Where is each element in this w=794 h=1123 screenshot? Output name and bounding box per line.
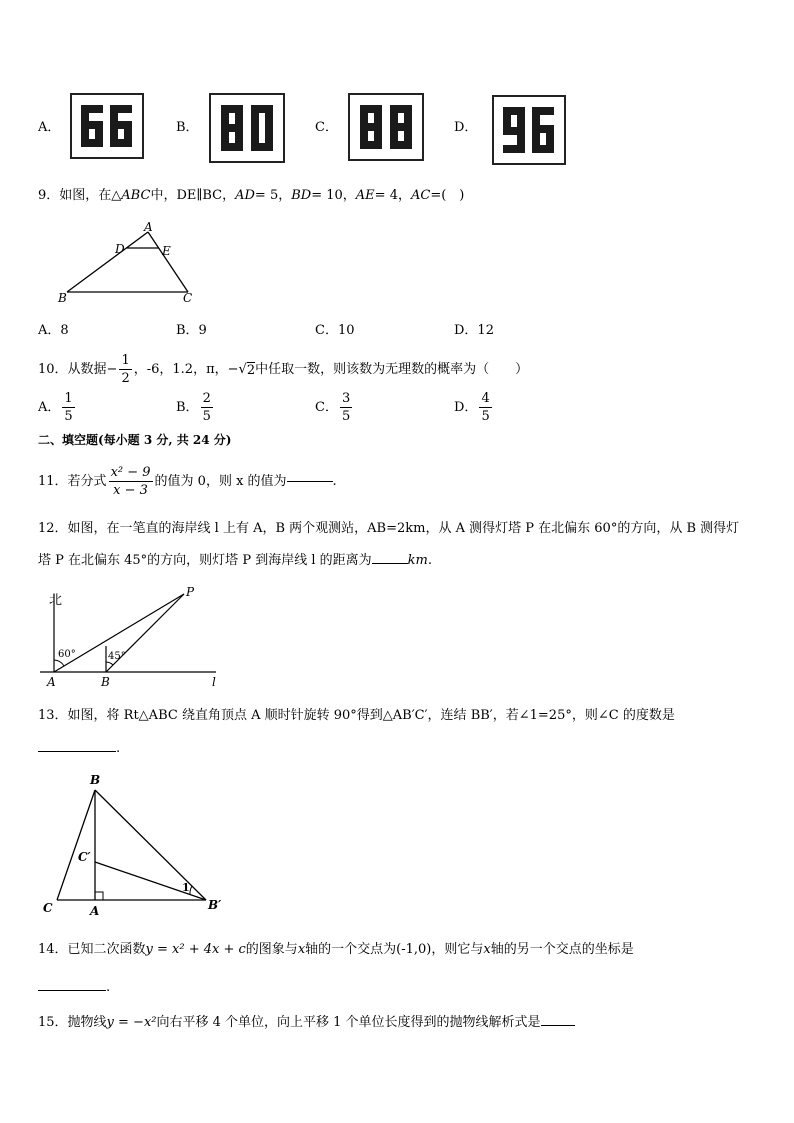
q13-label-c-prime: C′ [78,850,91,864]
q13-tail: . [116,741,121,756]
digits-80-icon [211,95,283,161]
q13-answer-blank[interactable] [38,750,116,752]
q10-option-a[interactable] [38,392,77,423]
digits-96-icon [494,97,564,163]
q10-option-d-frac [479,392,491,423]
q9-abc: ABC [121,188,151,203]
q15-pre: 15．抛物线 [38,1015,107,1030]
q13-label-angle-1: 1 [182,881,190,894]
q14-point: (-1,0) [396,942,432,957]
q12-answer-blank[interactable] [372,562,408,564]
q14-mid3: ，则它与 [431,942,484,957]
q10-root-sign: √ [238,361,247,377]
q10-option-a-den: 5 [64,409,73,424]
digits-88-icon [350,95,422,159]
q12-line-1: 12．如图，在一笔直的海岸线 l 上有 A，B 两个观测站，AB=2km，从 A 测得灯塔 P 在北偏东 60°的方向，从 B 测得灯 [38,521,740,536]
q13-right-angle-mark [95,892,103,900]
q10-option-b-label: B． [176,400,199,415]
q10-pre: 从数据− [67,361,118,377]
q10-option-b-den: 5 [202,409,211,424]
q14-tail: . [106,980,111,995]
q9-triangle-symbol: △ [111,188,122,203]
q11-answer-blank[interactable] [287,480,333,482]
q14-formula: y = x² + 4x + c [145,942,246,957]
q14-x-axis: x [297,942,306,957]
q10-option-d-num: 4 [481,391,490,406]
q13-line-2 [38,742,120,755]
q12-label-north: 北 [49,593,63,608]
q14-line-2 [38,981,110,994]
q9-bd: BD [291,188,312,203]
q8-option-b-image [209,93,285,163]
q9-label-a: A [144,222,153,234]
q12-label-b: B [101,675,110,689]
q10-option-a-frac [62,392,74,423]
q15-stem [38,1016,575,1029]
q12-label-60: 60° [58,649,76,660]
q15-end: 向右平移 4 个单位，向上平移 1 个单位长度得到的抛物线解析式是 [156,1015,541,1030]
q12-figure [38,584,228,692]
q9-end: =( ) [430,188,465,203]
q12-unit: km. [407,553,432,568]
q14-line-1 [38,943,634,956]
q13-figure [38,770,238,920]
q10-option-c[interactable] [315,392,354,423]
q11-pre: 若分式 [67,473,107,489]
q13-angle-1-arc [190,886,192,894]
q10-stem [38,352,528,386]
q10-option-c-num: 3 [341,391,351,406]
q15-formula: y = −x² [106,1015,157,1030]
q9-option-a[interactable]: A．8 [38,323,69,338]
q10-option-c-label: C． [315,400,338,415]
q10-option-b-num: 2 [202,391,211,406]
q9-ac: AC [410,188,431,203]
q12-label-p: P [186,585,195,599]
q10-frac-num: 1 [121,352,130,368]
q14-answer-blank[interactable] [38,989,106,991]
q10-option-d-den: 5 [481,409,490,424]
q10-option-a-label: A． [38,400,61,415]
q8-option-a-label: A． [38,120,61,135]
q10-fraction-half [119,354,131,385]
q8-option-d-image [492,95,566,165]
q15-answer-blank[interactable] [541,1024,575,1026]
q13-label-b: B [90,773,101,787]
q8-option-a-image [70,93,144,159]
q12-label-l: l [212,675,216,689]
q9-pre: 如图，在 [59,188,112,203]
q9-label-b: B [58,291,67,305]
q11-frac-num: x² − 9 [110,464,151,480]
q9-label-e: E [162,244,171,258]
q10-frac-den: 2 [121,370,130,386]
q13-label-c: C [43,901,53,915]
q9-option-d[interactable]: D．12 [454,323,494,338]
q12-arc-45 [106,662,113,665]
q9-eq4: = 4， [374,188,411,203]
q9-ae: AE [355,188,375,203]
q14-pre: 14．已知二次函数 [38,942,146,957]
q10-list: ，-6，1.2，π，− [133,361,239,377]
q9-option-b[interactable]: B．9 [176,323,207,338]
q12-label-45: 45° [108,651,126,662]
q9-eq5: = 5， [254,188,292,203]
q9-stem [38,189,464,202]
q9-number: 9． [38,188,60,203]
q9-label-d: D [115,242,125,256]
q9-option-c[interactable]: C．10 [315,323,355,338]
q11-fraction [109,466,153,497]
q11-stem [38,462,337,500]
q10-option-b[interactable] [176,392,215,423]
q13-label-a: A [90,904,100,918]
q9-side-ac [148,232,188,292]
q10-number: 10． [38,361,68,377]
q13-side-bc [57,790,95,900]
q13-line-1: 13．如图，将 Rt△ABC 绕直角顶点 A 顺时针旋转 90°得到△AB′C′，连结 BB′，若∠1=25°，则∠C 的度数是 [38,708,675,723]
q11-end: 的值为 0，则 x 的值为 [154,473,287,489]
q10-option-c-den: 5 [341,409,351,424]
q14-mid2: 轴的一个交点为 [305,942,397,957]
q10-option-d-label: D． [454,400,478,415]
q11-frac-den: x − 3 [113,482,148,498]
q13-label-b-prime: B′ [208,898,222,912]
q9-ad: AD [235,188,255,203]
q14-end: 轴的另一个交点的坐标是 [490,942,634,957]
q14-x-axis-2: x [483,942,491,957]
q12-label-a: A [47,675,56,689]
q9-side-ab [67,232,148,292]
q10-option-b-frac [201,392,213,423]
q10-option-d[interactable] [454,392,494,423]
q8-option-c-label: C． [315,120,338,135]
q8-option-c-image [348,93,424,161]
section-2-title: 二、填空题(每小题 3 分, 共 24 分) [38,433,232,447]
q10-option-a-num: 1 [64,391,73,406]
q10-end: 中任取一数，则该数为无理数的概率为（ ） [255,361,529,377]
q12-arc-60 [54,660,64,666]
q9-label-c: C [183,291,193,305]
digits-66-icon [72,95,142,157]
q14-mid: 的图象与 [245,942,298,957]
q11-number: 11． [38,473,68,489]
q8-option-d-label: D． [454,120,478,135]
q10-root-arg: 2 [246,362,256,378]
q11-tail: . [332,473,337,489]
q8-option-b-label: B． [176,120,199,135]
q12-line-2 [38,554,432,567]
q9-eq10: = 10， [311,188,356,203]
q12-line-2-text: 塔 P 在北偏东 45°的方向，则灯塔 P 到海岸线 l 的距离为 [38,553,372,568]
q9-triangle-figure [55,222,205,306]
q9-mid: 中，DE∥BC， [150,188,236,203]
q10-option-c-frac [340,392,352,423]
